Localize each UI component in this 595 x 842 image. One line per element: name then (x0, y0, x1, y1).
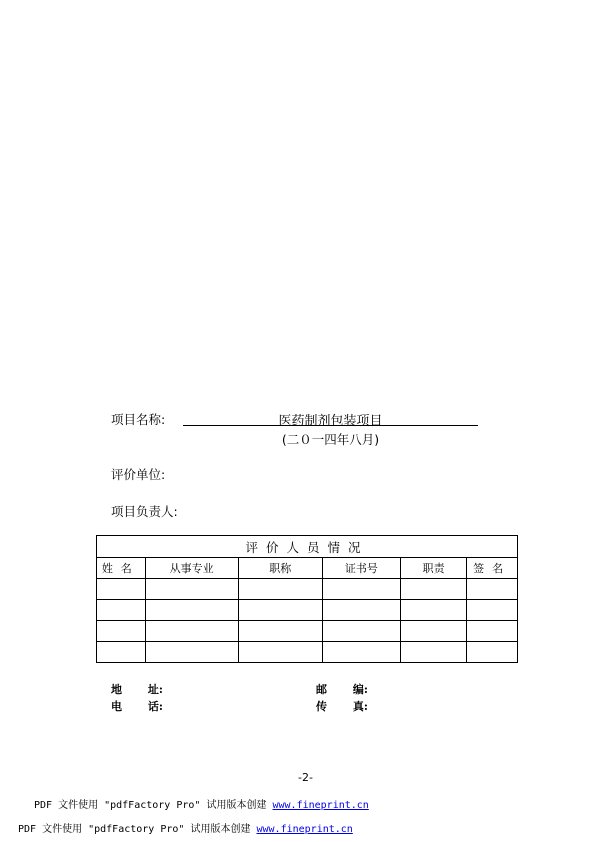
table-cell (322, 642, 400, 663)
project-name-underline (183, 425, 478, 426)
table-cell (145, 642, 238, 663)
table-row (97, 600, 518, 621)
table-cell (97, 600, 146, 621)
table-title-row (97, 536, 518, 558)
header-name: 姓名 (97, 558, 146, 579)
table-header-row (97, 558, 518, 579)
header-title: 职称 (238, 558, 322, 579)
table-row (97, 621, 518, 642)
header-major: 从事专业 (145, 558, 238, 579)
table-row (97, 642, 518, 663)
table-cell (400, 600, 466, 621)
table-cell (467, 642, 518, 663)
phone-label: 电 话: (111, 700, 163, 713)
header-certificate: 证书号 (322, 558, 400, 579)
table-cell (400, 621, 466, 642)
table-cell (322, 600, 400, 621)
footer-link[interactable]: www.fineprint.cn (272, 800, 369, 811)
footer-line (18, 820, 353, 835)
table-cell (97, 642, 146, 663)
table-cell (97, 621, 146, 642)
table-cell (145, 600, 238, 621)
table-cell (467, 600, 518, 621)
table-cell (322, 621, 400, 642)
table-cell (322, 579, 400, 600)
page-number: -2- (298, 771, 313, 784)
report-date: (二０一四年八月) (281, 432, 380, 447)
table-cell (238, 621, 322, 642)
address-label: 地 址: (111, 683, 163, 696)
fax-label: 传 真: (316, 700, 368, 713)
project-name-label: 项目名称: (111, 412, 166, 427)
footer-link[interactable]: www.fineprint.cn (256, 824, 353, 835)
eval-personnel-table (96, 535, 518, 663)
table-cell (238, 600, 322, 621)
footer-text: PDF 文件使用 "pdfFactory Pro" 试用版本创建 (34, 800, 273, 811)
table-cell (467, 579, 518, 600)
header-duty: 职责 (400, 558, 466, 579)
postcode-label: 邮 编: (316, 683, 368, 696)
footer-text: PDF 文件使用 "pdfFactory Pro" 试用版本创建 (18, 824, 257, 835)
table-cell (467, 621, 518, 642)
table-cell (145, 621, 238, 642)
table-row (97, 579, 518, 600)
table-title: 评价人员情况 (97, 536, 518, 558)
project-name-value: 医药制剂包装项目 (278, 414, 383, 429)
header-signature: 签名 (467, 558, 518, 579)
table-cell (238, 579, 322, 600)
footer-line (34, 796, 369, 811)
project-lead-label: 项目负责人: (111, 504, 178, 519)
table-cell (400, 579, 466, 600)
eval-unit-label: 评价单位: (111, 467, 166, 482)
table-cell (400, 642, 466, 663)
table-cell (238, 642, 322, 663)
table-cell (145, 579, 238, 600)
table-cell (97, 579, 146, 600)
